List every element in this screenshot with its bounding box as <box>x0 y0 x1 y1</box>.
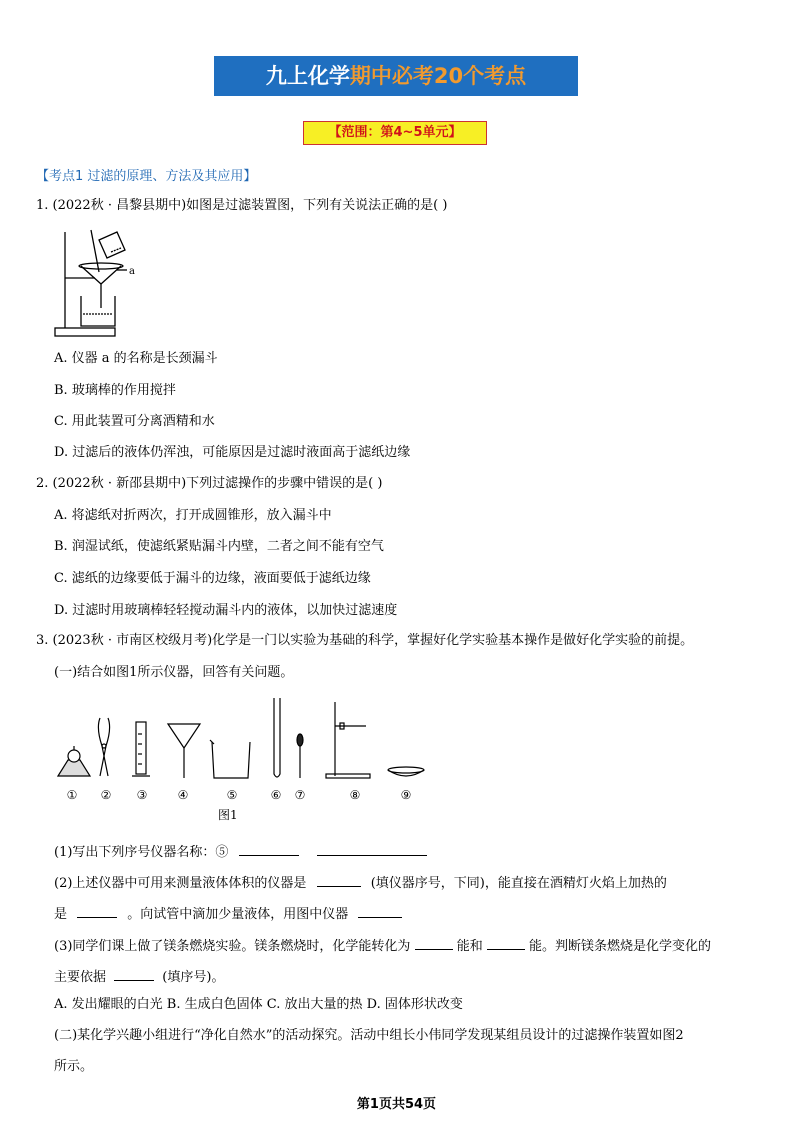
q3-sub-2-line-2 <box>54 904 402 924</box>
page-banner-title <box>214 56 578 96</box>
q1-option-d: D. 过滤后的液体仍浑浊，可能原因是过滤时液面高于滤纸边缘 <box>54 445 411 460</box>
q2-option-a: A. 将滤纸对折两次，打开成圆锥形，放入漏斗中 <box>54 508 332 523</box>
q3-sub-3-text: 主要依据 <box>54 970 107 985</box>
q2-option-c: C. 滤纸的边缘要低于漏斗的边缘，液面要低于滤纸边缘 <box>54 571 371 586</box>
q3-sub-1-text: (1)写出下列序号仪器名称：⑤ <box>54 845 229 860</box>
q1-option-b: B. 玻璃棒的作用搅拌 <box>54 383 176 398</box>
beaker-icon <box>210 740 250 778</box>
instrument-number: ⑥ <box>270 788 282 802</box>
title-part-white: 九上化学 <box>265 64 350 88</box>
instruments-figure <box>50 698 430 784</box>
q3-sub-3-text: 能。判断镁条燃烧是化学变化的 <box>529 939 712 954</box>
q3-sub-2-text: (填仪器序号，下同)，能直接在酒精灯火焰上加热的 <box>370 876 667 891</box>
wire-gauze-icon <box>58 746 90 776</box>
q3-sub-2-text: 。向试管中滴加少量液体，用图中仪器 <box>127 907 349 922</box>
answer-blank[interactable] <box>317 842 427 856</box>
answer-blank[interactable] <box>239 842 299 856</box>
q1-option-c: C. 用此装置可分离酒精和水 <box>54 414 215 429</box>
figure-1-caption: 图1 <box>218 808 238 822</box>
graduated-cylinder-icon <box>132 722 150 776</box>
instrument-number: ⑨ <box>400 788 412 802</box>
crucible-tongs-icon <box>98 718 109 776</box>
q3-sub-2-text: 是 <box>54 907 68 922</box>
answer-blank[interactable] <box>487 936 525 950</box>
q3-sub-3-text: (3)同学们课上做了镁条燃烧实验。镁条燃烧时，化学能转化为 <box>54 939 411 954</box>
instrument-number: ⑧ <box>349 788 361 802</box>
page-footer: 第1页共54页 <box>356 1097 437 1112</box>
answer-blank[interactable] <box>415 936 453 950</box>
question-1-stem: 1. (2022秋 · 昌黎县期中)如图是过滤装置图，下列有关说法正确的是( ) <box>36 198 448 213</box>
range-badge: 【范围：第4~5单元】 <box>303 121 487 145</box>
q3-part-2-line-1: (二)某化学兴趣小组进行“净化自然水”的活动探究。活动中组长小伟同学发现某组员设计的过滤操作装置如图2 <box>54 1028 684 1043</box>
instrument-number: ① <box>66 788 78 802</box>
q3-part-1-intro: (一)结合如图1所示仪器，回答有关问题。 <box>54 665 294 680</box>
answer-blank[interactable] <box>77 904 117 918</box>
answer-blank[interactable] <box>358 904 402 918</box>
figure-label-a: a <box>129 266 135 277</box>
iron-stand-icon <box>326 702 370 778</box>
question-3-stem: 3. (2023秋 · 市南区校级月考)化学是一门以实验为基础的科学，掌握好化学实验基本操作是做好化学实验的前提。 <box>36 633 694 648</box>
q2-option-b: B. 润湿试纸，使滤纸紧贴漏斗内壁，二者之间不能有空气 <box>54 539 384 554</box>
filtration-apparatus-figure <box>55 228 150 338</box>
q3-sub-2-text: (2)上述仪器中可用来测量液体体积的仪器是 <box>54 876 307 891</box>
q3-sub-3-line-2 <box>54 967 224 987</box>
q3-sub-3-text: 能和 <box>456 939 483 954</box>
q3-sub-2-line-1 <box>54 873 667 893</box>
question-2-stem: 2. (2022秋 · 新邵县期中)下列过滤操作的步骤中错误的是( ) <box>36 476 383 491</box>
instrument-number: ④ <box>177 788 189 802</box>
dropper-icon <box>297 734 303 778</box>
test-tube-icon <box>274 698 280 777</box>
q3-sub-1 <box>54 842 427 862</box>
funnel-icon <box>168 724 200 778</box>
q3-part-2-line-2: 所示。 <box>54 1059 94 1074</box>
answer-blank[interactable] <box>114 967 154 981</box>
evaporating-dish-icon <box>388 767 424 776</box>
title-part-orange: 期中必考20个考点 <box>349 64 527 88</box>
q3-sub-3-text: (填序号)。 <box>162 970 225 985</box>
instrument-number: ⑦ <box>294 788 306 802</box>
q1-option-a: A. 仪器 a 的名称是长颈漏斗 <box>54 351 218 366</box>
key-point-heading: 【考点1 过滤的原理、方法及其应用】 <box>36 169 257 184</box>
instrument-number: ⑤ <box>226 788 238 802</box>
q3-sub-3-options: A. 发出耀眼的白光 B. 生成白色固体 C. 放出大量的热 D. 固体形状改变 <box>54 997 463 1012</box>
instrument-number: ② <box>100 788 112 802</box>
instrument-number: ③ <box>136 788 148 802</box>
q2-option-d: D. 过滤时用玻璃棒轻轻搅动漏斗内的液体，以加快过滤速度 <box>54 603 398 618</box>
q3-sub-3-line-1 <box>54 936 711 956</box>
answer-blank[interactable] <box>317 873 361 887</box>
